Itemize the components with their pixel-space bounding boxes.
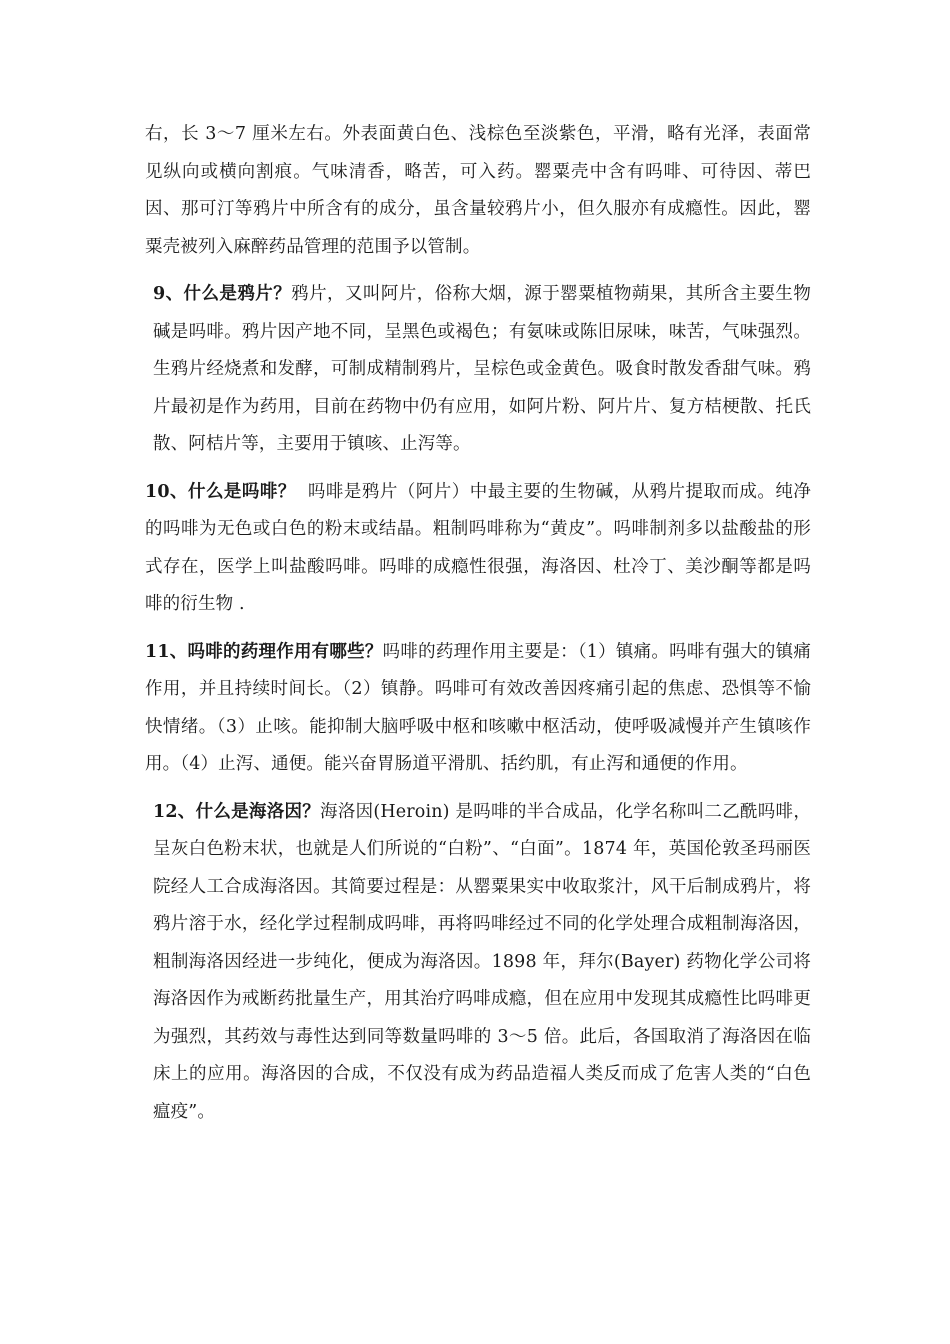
- paragraph-body: 右，长 3～7 厘米左右。外表面黄白色、浅棕色至淡紫色，平滑，略有光泽，表面常见纵向或横向割痕。气味清香，略苦，可入药。罂粟壳中含有吗啡、可待因、蒂巴因、那可汀等鸦片中所含有的成分，虽含量较鸦片小，但久服亦有成瘾性。因此，罂粟壳被列入麻醉药品管理的范围予以管制。: [145, 124, 811, 257]
- question-heading: 10、什么是吗啡？: [145, 481, 296, 502]
- paragraph-body: 海洛因(Heroin) 是吗啡的半合成品，化学名称叫二乙酰吗啡，呈灰白色粉末状，也就是人们所说的“白粉”、“白面”。1874 年，英国伦敦圣玛丽医院经人工合成海洛因。其简要过程是：从罂粟果实中收取浆汁，风干后制成鸦片，将鸦片溶于水，经化学过程制成吗啡，再将吗啡经过不同的化学处理合成粗制海洛因，粗制海洛因经进一步纯化，便成为海洛因。1898 年，拜尔(Bayer) 药物化学公司将海洛因作为戒断药批量生产，用其治疗吗啡成瘾，但在应用中发现其成瘾性比吗啡更为强烈，其药效与毒性达到同等数量吗啡的 3～5 倍。此后，各国取消了海洛因在临床上的应用。海洛因的合成，不仅没有成为药品造福人类反而成了危害人类的“白色瘟疫”。: [153, 801, 811, 1122]
- question-heading: 9、什么是鸦片？: [153, 284, 292, 304]
- document-page: [145, 116, 811, 1131]
- paragraph-body: 鸦片，又叫阿片，俗称大烟，源于罂粟植物蒴果，其所含主要生物碱是吗啡。鸦片因产地不同，呈黑色或褐色；有氨味或陈旧尿味，味苦，气味强烈。生鸦片经烧煮和发酵，可制成精制鸦片，呈棕色或金黄色。吸食时散发香甜气味。鸦片最初是作为药用，目前在药物中仍有应用，如阿片粉、阿片片、复方桔梗散、托氏散、阿桔片等，主要用于镇咳、止泻等。: [153, 284, 811, 454]
- paragraph-heroin: [145, 794, 811, 1132]
- question-heading: 11、吗啡的药理作用有哪些？: [145, 641, 383, 662]
- paragraph-continuation: [145, 116, 811, 266]
- paragraph-morphine-pharmacology: [145, 634, 811, 784]
- paragraph-body: 吗啡的药理作用主要是：（1）镇痛。吗啡有强大的镇痛作用，并且持续时间长。（2）镇静。吗啡可有效改善因疼痛引起的焦虑、恐惧等不愉快情绪。（3）止咳。能抑制大脑呼吸中枢和咳嗽中枢活动，使呼吸减慢并产生镇咳作用。（4）止泻、通便。能兴奋胃肠道平滑肌、括约肌，有止泻和通便的作用。: [145, 641, 811, 774]
- question-heading: 12、什么是海洛因？: [153, 801, 321, 822]
- paragraph-opium: [145, 276, 811, 464]
- paragraph-body: 吗啡是鸦片（阿片）中最主要的生物碱，从鸦片提取而成。纯净的吗啡为无色或白色的粉末或结晶。粗制吗啡称为“黄皮”。吗啡制剂多以盐酸盐的形式存在，医学上叫盐酸吗啡。吗啡的成瘾性很强，海洛因、杜冷丁、美沙酮等都是吗啡的衍生物 .: [145, 481, 812, 614]
- paragraph-morphine: [145, 474, 811, 624]
